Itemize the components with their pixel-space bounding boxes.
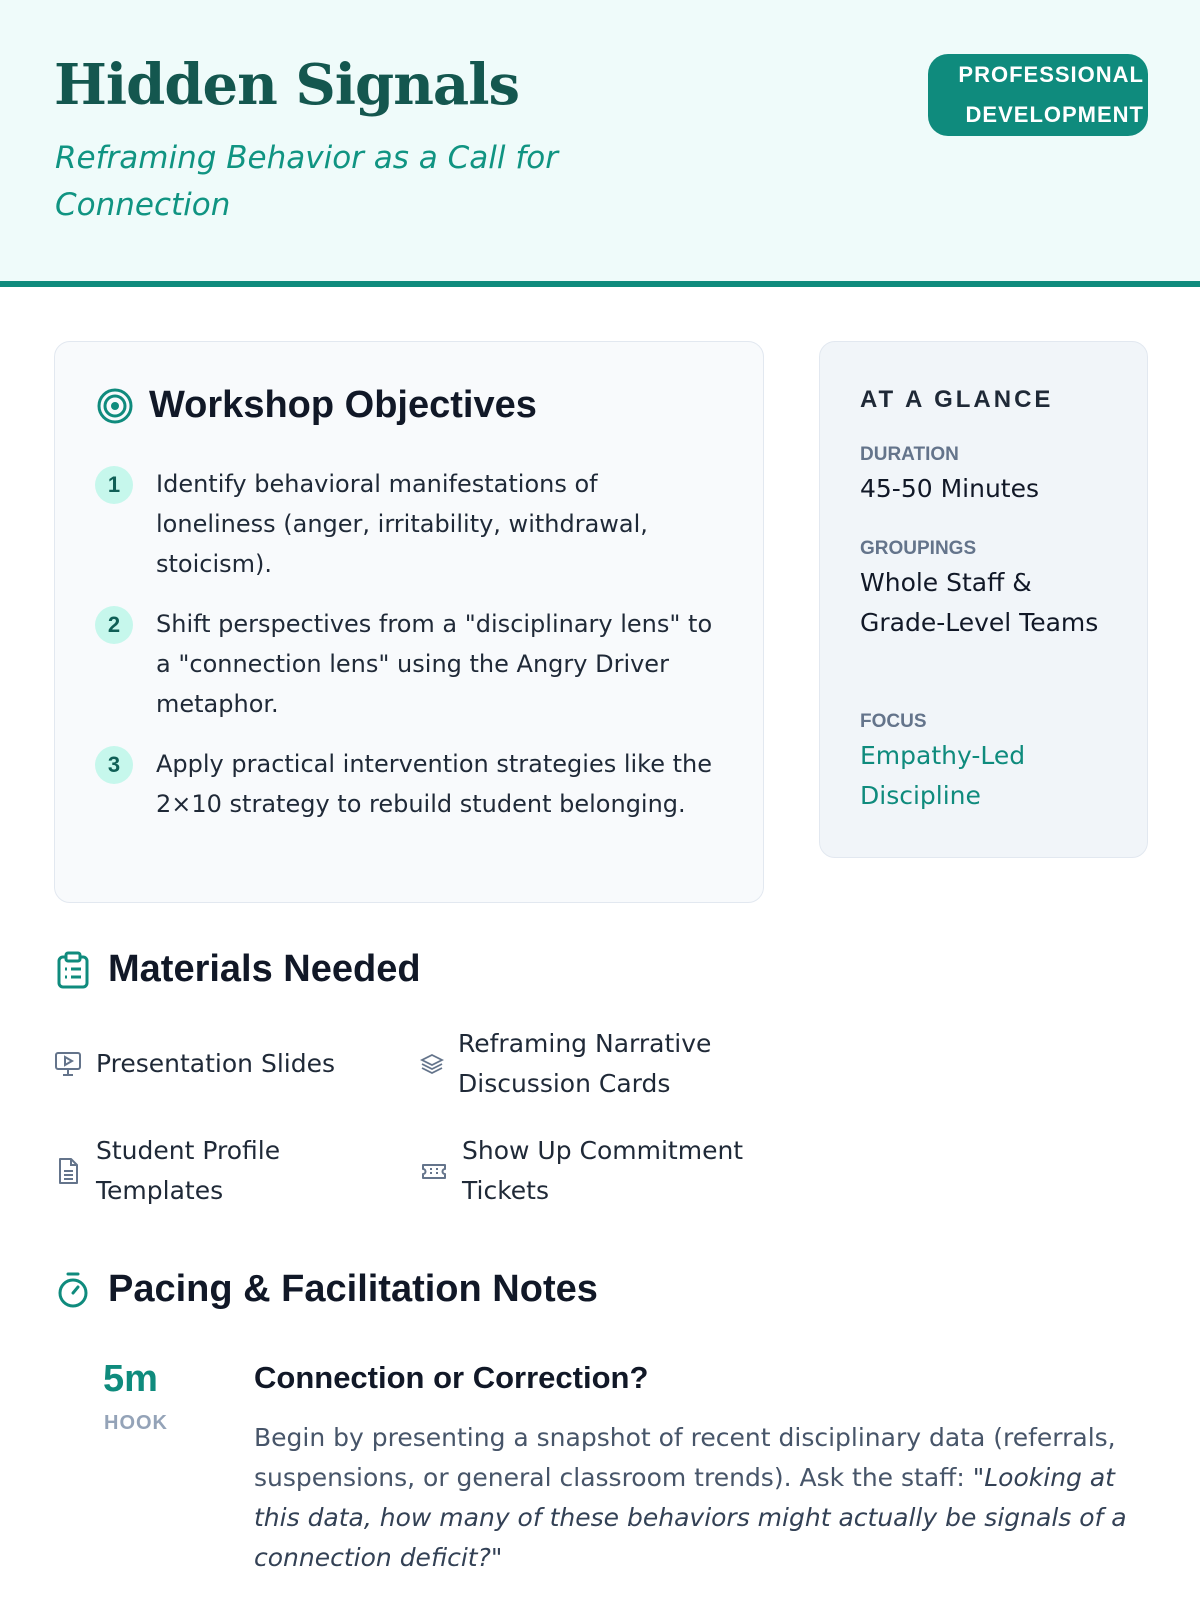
focus-label: FOCUS: [860, 711, 927, 732]
material-label: Student Profile Templates: [96, 1136, 281, 1205]
objective-text: Shift perspectives from a "disciplinary lens" to a "connection lens" using the Angry Driver metaphor.: [156, 610, 713, 718]
layers-icon: [420, 1052, 444, 1076]
objective-text: Identify behavioral manifestations of loneliness (anger, irritability, withdrawal, stoicism).: [156, 470, 648, 578]
step-label: HOOK: [104, 1412, 168, 1434]
page-title: Hidden Signals: [54, 52, 520, 118]
ticket-icon: [420, 1157, 448, 1185]
objectives-header: [97, 384, 537, 427]
objective-number: 3: [95, 746, 133, 784]
presentation-icon: [54, 1050, 82, 1078]
page-header: [0, 0, 1200, 287]
material-label: Show Up Commitment Tickets: [462, 1136, 744, 1205]
objective-text: Apply practical intervention strategies like the 2×10 strategy to rebuild student belonging.: [156, 750, 712, 818]
material-item: [420, 1131, 762, 1211]
badge-line-1: PROFESSIONAL: [958, 62, 1144, 87]
step-title: Connection or Correction?: [254, 1360, 649, 1395]
material-label: Presentation Slides: [96, 1049, 335, 1078]
step-duration: 5m: [103, 1358, 158, 1400]
material-label: Reframing Narrative Discussion Cards: [458, 1029, 712, 1098]
materials-header: [54, 948, 421, 991]
duration-label: DURATION: [860, 444, 959, 465]
pacing-title: Pacing & Facilitation Notes: [108, 1268, 598, 1310]
focus-value: Empathy-Led Discipline: [860, 741, 1026, 810]
page-subtitle: Reframing Behavior as a Call for Connection: [55, 140, 558, 223]
objectives-title: Workshop Objectives: [149, 384, 537, 426]
at-a-glance-card: [819, 341, 1148, 858]
objective-number: 2: [95, 606, 133, 644]
material-item: [420, 1024, 758, 1104]
duration-value: 45-50 Minutes: [860, 474, 1040, 503]
objectives-card: [54, 341, 764, 903]
objective-number: 1: [95, 466, 133, 504]
timer-icon: [54, 1271, 92, 1309]
category-badge: [928, 54, 1148, 136]
glance-title: AT A GLANCE: [860, 386, 1054, 413]
badge-line-2: DEVELOPMENT: [965, 102, 1144, 127]
step-body-text: Begin by presenting a snapshot of recent disciplinary data (referrals, suspensions, or general classroom trends). Ask the staff:: [254, 1423, 1116, 1492]
step-quote: "Looking at this data, how many of these behaviors might actually be signals of a connection deficit?": [254, 1463, 1127, 1572]
material-item: [54, 1044, 356, 1084]
step-description: [254, 1418, 1154, 1578]
document-icon: [54, 1157, 82, 1185]
clipboard-icon: [54, 951, 92, 989]
material-item: [54, 1131, 346, 1211]
pacing-header: [54, 1268, 598, 1311]
target-icon: [97, 388, 133, 424]
groupings-value: Whole Staff & Grade-Level Teams: [860, 568, 1099, 637]
groupings-label: GROUPINGS: [860, 538, 977, 559]
materials-title: Materials Needed: [108, 948, 421, 990]
